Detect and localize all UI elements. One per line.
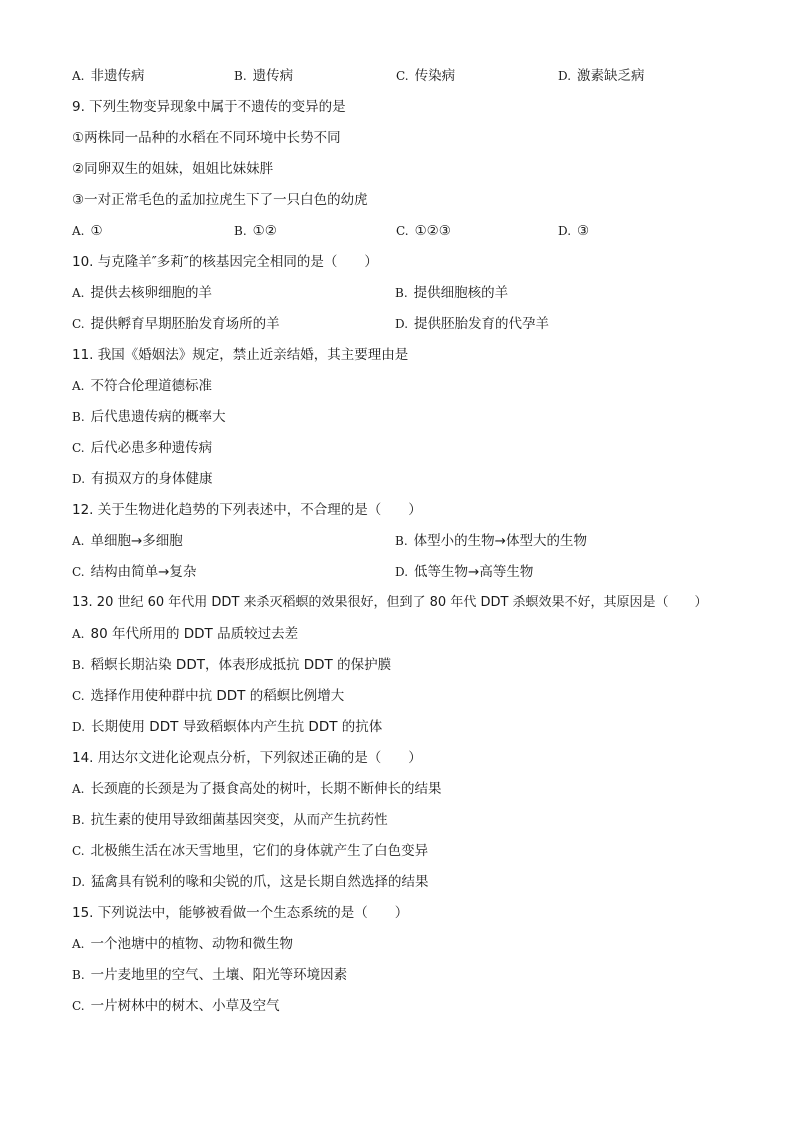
q14-option-c: C. 北极熊生活在冰天雪地里，它们的身体就产生了白色变异 (72, 843, 429, 859)
q12-option-b: B. 体型小的生物→体型大的生物 (395, 533, 587, 549)
q11-stem: 11. 我国《婚姻法》规定，禁止近亲结婚，其主要理由是 (72, 347, 409, 363)
q14-stem: 14. 用达尔文进化论观点分析，下列叙述正确的是（ ） (72, 750, 422, 766)
q13-stem: 13. 20 世纪 60 年代用 DDT 来杀灭稻螟的效果很好，但到了 80 年代 DDT 杀螟效果不好，其原因是（ ） (72, 595, 708, 610)
q10-option-b: B. 提供细胞核的羊 (395, 285, 509, 301)
q13-option-c: C. 选择作用使种群中抗 DDT 的稻螟比例增大 (72, 688, 345, 704)
q13-option-d: D. 长期使用 DDT 导致稻螟体内产生抗 DDT 的抗体 (72, 719, 383, 735)
q13-option-a: A. 80 年代所用的 DDT 品质较过去差 (72, 626, 299, 642)
q10-option-d: D. 提供胚胎发育的代孕羊 (395, 316, 550, 332)
q9-stem: 9. 下列生物变异现象中属于不遗传的变异的是 (72, 99, 346, 115)
q9-item-3: ③一对正常毛色的孟加拉虎生下了一只白色的幼虎 (72, 192, 368, 208)
exam-page (72, 64, 752, 1025)
q9-options-row (72, 219, 752, 250)
q11-option-c: C. 后代必患多种遗传病 (72, 440, 213, 456)
q14-option-b: B. 抗生素的使用导致细菌基因突变，从而产生抗药性 (72, 812, 388, 828)
q9-option-b: B. ①② (234, 223, 277, 239)
q10-option-c: C. 提供孵育早期胚胎发育场所的羊 (72, 316, 280, 332)
q10-option-a: A. 提供去核卵细胞的羊 (72, 285, 212, 301)
q12-option-d: D. 低等生物→高等生物 (395, 564, 534, 580)
q12-stem: 12. 关于生物进化趋势的下列表述中，不合理的是（ ） (72, 502, 422, 518)
q12-options-row-1 (72, 529, 752, 560)
q14-option-d: D. 猛禽具有锐利的喙和尖锐的爪，这是长期自然选择的结果 (72, 874, 429, 890)
q14-option-a: A. 长颈鹿的长颈是为了摄食高处的树叶，长期不断伸长的结果 (72, 781, 442, 797)
q15-stem: 15. 下列说法中，能够被看做一个生态系统的是（ ） (72, 905, 409, 921)
q8-option-a: A. 非遗传病 (72, 68, 145, 84)
q11-option-a: A. 不符合伦理道德标准 (72, 378, 212, 394)
q15-option-b: B. 一片麦地里的空气、土壤、阳光等环境因素 (72, 967, 348, 983)
q8-options-row (72, 64, 752, 95)
q9-option-c: C. ①②③ (396, 223, 451, 239)
q10-options-row-1 (72, 281, 752, 312)
q9-item-2: ②同卵双生的姐妹，姐姐比妹妹胖 (72, 161, 274, 177)
q9-option-a: A. ① (72, 223, 103, 239)
q12-option-a: A. 单细胞→多细胞 (72, 533, 183, 549)
q15-option-a: A. 一个池塘中的植物、动物和微生物 (72, 936, 293, 952)
q8-option-d: D. 激素缺乏病 (558, 68, 645, 84)
q9-item-1: ①两株同一品种的水稻在不同环境中长势不同 (72, 130, 341, 146)
q11-option-b: B. 后代患遗传病的概率大 (72, 409, 226, 425)
q10-stem: 10. 与克隆羊″多莉″的核基因完全相同的是（ ） (72, 254, 378, 270)
q13-option-b: B. 稻螟长期沾染 DDT，体表形成抵抗 DDT 的保护膜 (72, 657, 392, 673)
q9-option-d: D. ③ (558, 223, 590, 239)
q8-option-b: B. 遗传病 (234, 68, 294, 84)
q12-option-c: C. 结构由简单→复杂 (72, 564, 197, 580)
q11-option-d: D. 有损双方的身体健康 (72, 471, 213, 487)
q10-options-row-2 (72, 312, 752, 343)
q12-options-row-2 (72, 560, 752, 591)
q15-option-c: C. 一片树林中的树木、小草及空气 (72, 998, 280, 1014)
q8-option-c: C. 传染病 (396, 68, 456, 84)
